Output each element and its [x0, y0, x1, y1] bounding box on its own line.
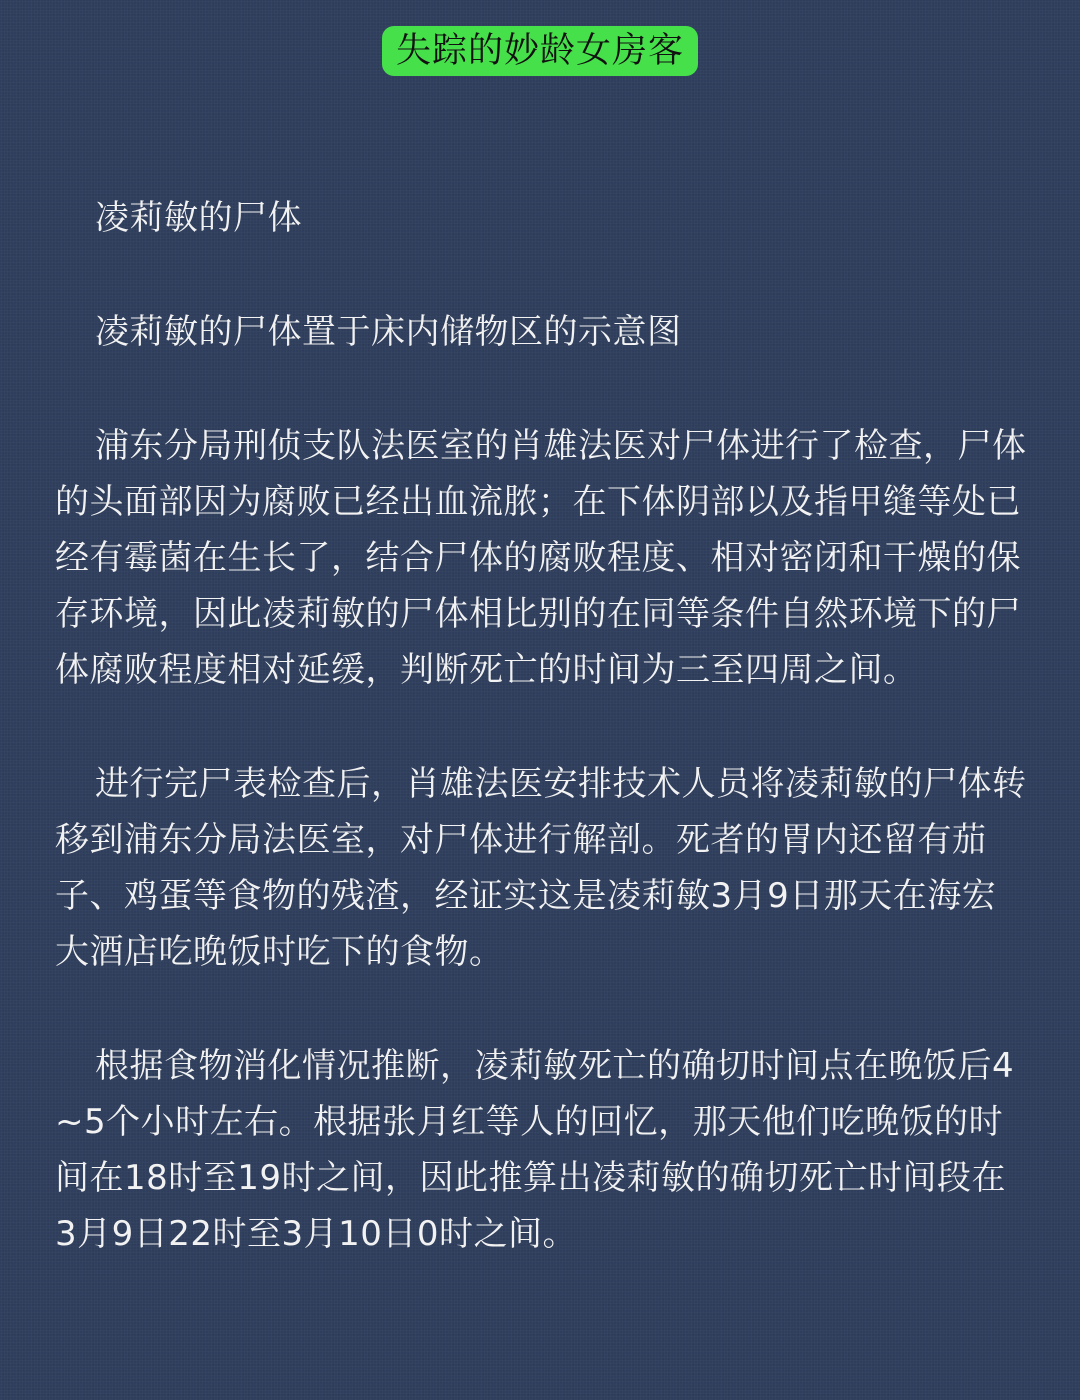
paragraph-heading-body: 凌莉敏的尸体: [95, 198, 302, 238]
paragraph-autopsy: 进行完尸表检查后，肖雄法医安排技术人员将凌莉敏的尸体转移到浦东分局法医室，对尸体进行解剖。死者的胃内还留有茄子、鸡蛋等食物的残渣，经证实这是凌莉敏3月9日那天在海宏大酒店吃晚饭时吃下的食物。: [55, 764, 1027, 972]
article-body: [55, 190, 1027, 1262]
paragraph-examination: 浦东分局刑侦支队法医室的肖雄法医对尸体进行了检查，尸体的头面部因为腐败已经出血流脓；在下体阴部以及指甲缝等处已经有霉菌在生长了，结合尸体的腐败程度、相对密闭和干燥的保存环境，因此凌莉敏的尸体相比别的在同等条件自然环境下的尸体腐败程度相对延缓，判断死亡的时间为三至四周之间。: [55, 426, 1027, 690]
paragraph-diagram-caption: 凌莉敏的尸体置于床内储物区的示意图: [95, 312, 682, 352]
paragraph-time-of-death: 根据食物消化情况推断，凌莉敏死亡的确切时间点在晚饭后4~5个小时左右。根据张月红等人的回忆，那天他们吃晚饭的时间在18时至19时之间，因此推算出凌莉敏的确切死亡时间段在3月9日22时至3月10日0时之间。: [55, 1046, 1015, 1254]
title-bar: [0, 26, 1080, 76]
page-title: 失踪的妙龄女房客: [382, 26, 698, 76]
